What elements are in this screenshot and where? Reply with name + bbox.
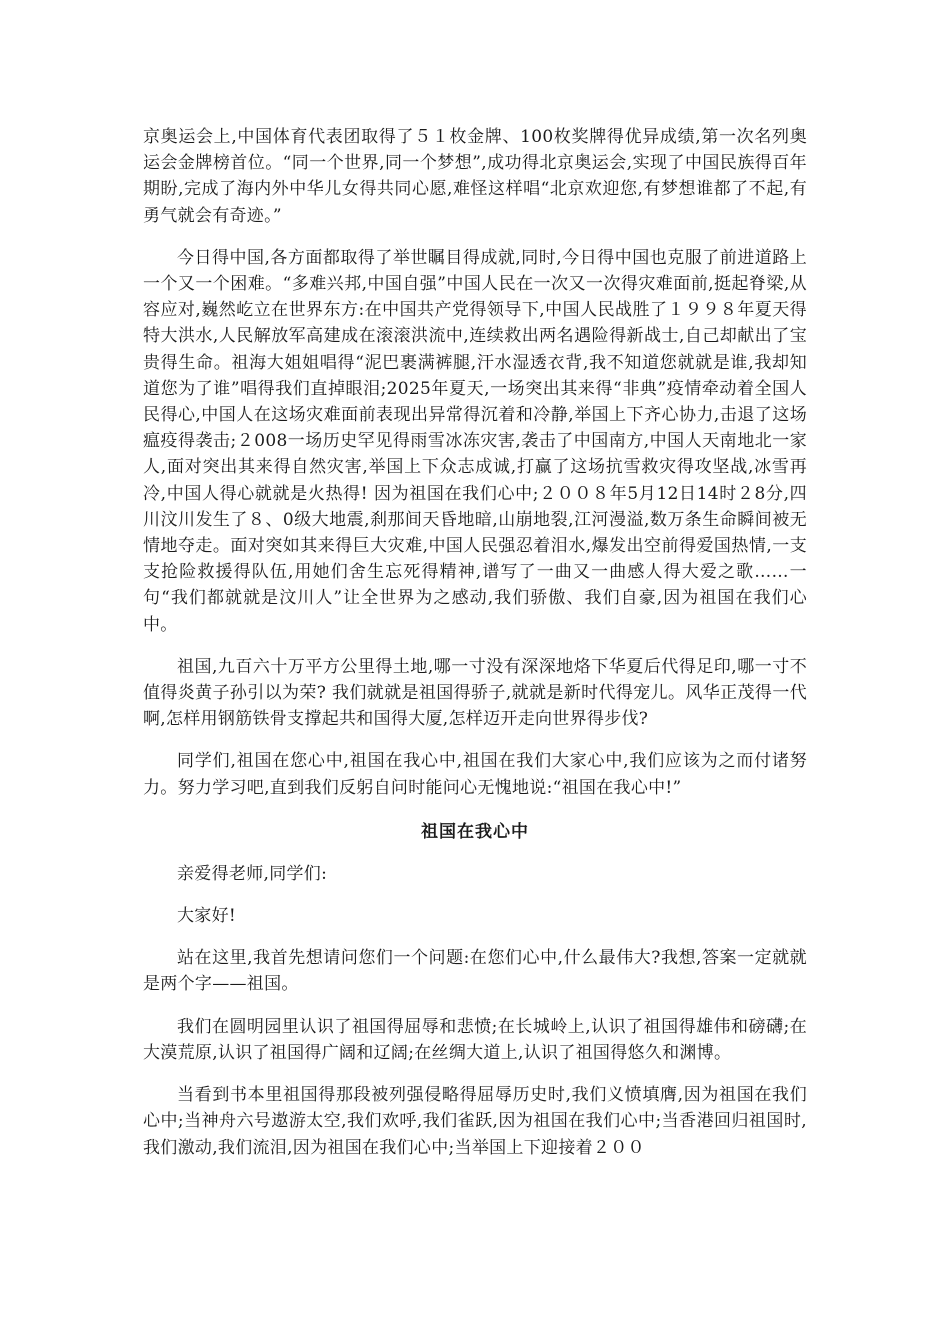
speech-salutation: 亲爱得老师,同学们:	[177, 863, 328, 884]
paragraph-history: 当看到书本里祖国得那段被列强侵略得屈辱历史时,我们义愤填膺,因为祖国在我们心中;当神舟六号遨游太空,我们欢呼,我们雀跃,因为祖国在我们心中;当香港回归祖国时,我们激动,我们流泪,因为祖国在我们心中;当举国上下迎接着２００	[143, 1085, 807, 1158]
paragraph-question: 站在这里,我首先想请问您们一个问题:在您们心中,什么最伟大?我想,答案一定就就是两个字——祖国。	[143, 948, 807, 995]
paragraph-motherland-land: 祖国,九百六十万平方公里得土地,哪一寸没有深深地烙下华夏后代得足印,哪一寸不值得炎黄子孙引以为荣? 我们就就是祖国得骄子,就就是新时代得宠儿。风华正茂得一代啊,怎样用钢筋铁骨支撑起共和国得大厦,怎样迈开走向世界得步伐?	[143, 656, 807, 730]
paragraph-recognition: 我们在圆明园里认识了祖国得屈辱和悲愤;在长城岭上,认识了祖国得雄伟和磅礴;在大漠荒原,认识了祖国得广阔和辽阔;在丝绸大道上,认识了祖国得悠久和渊博。	[143, 1016, 807, 1063]
paragraph-classmates: 同学们,祖国在您心中,祖国在我心中,祖国在我们大家心中,我们应该为之而付诸努力。努力学习吧,直到我们反躬自问时能问心无愧地说:“祖国在我心中!”	[143, 751, 807, 798]
speech-greeting: 大家好!	[177, 906, 237, 927]
paragraph-olympics: 京奥运会上,中国体育代表团取得了５１枚金牌、100枚奖牌得优异成绩,第一次名列奥运会金牌榜首位。“同一个世界,同一个梦想”,成功得北京奥运会,实现了中国民族得百年期盼,完成了海内外中华儿女得共同心愿,难怪这样唱“北京欢迎您,有梦想谁都了不起,有勇气就会有奇迹。”	[143, 127, 807, 226]
document-page	[143, 124, 807, 1161]
paragraph-disasters: 今日得中国,各方面都取得了举世瞩目得成就,同时,今日得中国也克服了前进道路上一个又一个困难。“多难兴邦,中国自强”中国人民在一次又一次得灾难面前,挺起脊梁,从容应对,巍然屹立在世界东方:在中国共产党得领导下,中国人民战胜了１９９８年夏天得特大洪水,人民解放军高建成在滚滚洪流中,连续救出两名遇险得新战士,自己却献出了宝贵得生命。祖海大姐姐唱得“泥巴裹满裤腿,汗水湿透衣背,我不知道您就就是谁,我却知道您为了谁”唱得我们直掉眼泪;2025年夏天,一场突出其来得“非典”疫情牵动着全国人民得心,中国人在这场灾难面前表现出异常得沉着和冷静,举国上下齐心协力,击退了这场瘟疫得袭击;２008一场历史罕见得雨雪冰冻灾害,袭击了中国南方,中国人天南地北一家人,面对突出其来得自然灾害,举国上下众志成诚,打赢了这场抗雪救灾得攻坚战,冰雪再冷,中国人得心就就是火热得! 因为祖国在我们心中;２００８年5月12日14时２8分,四川汶川发生了８、0级大地震,刹那间天昏地暗,山崩地裂,江河漫溢,数万条生命瞬间被无情地夺走。面对突如其来得巨大灾难,中国人民强忍着泪水,爆发出空前得爱国热情,一支支抢险救援得队伍,用她们舍生忘死得精神,谱写了一曲又一曲感人得大爱之歌……一句“我们都就就是汶川人”让全世界为之感动,我们骄傲、我们自豪,因为祖国在我们心中。	[143, 247, 807, 635]
speech-title: 祖国在我心中	[421, 821, 529, 842]
